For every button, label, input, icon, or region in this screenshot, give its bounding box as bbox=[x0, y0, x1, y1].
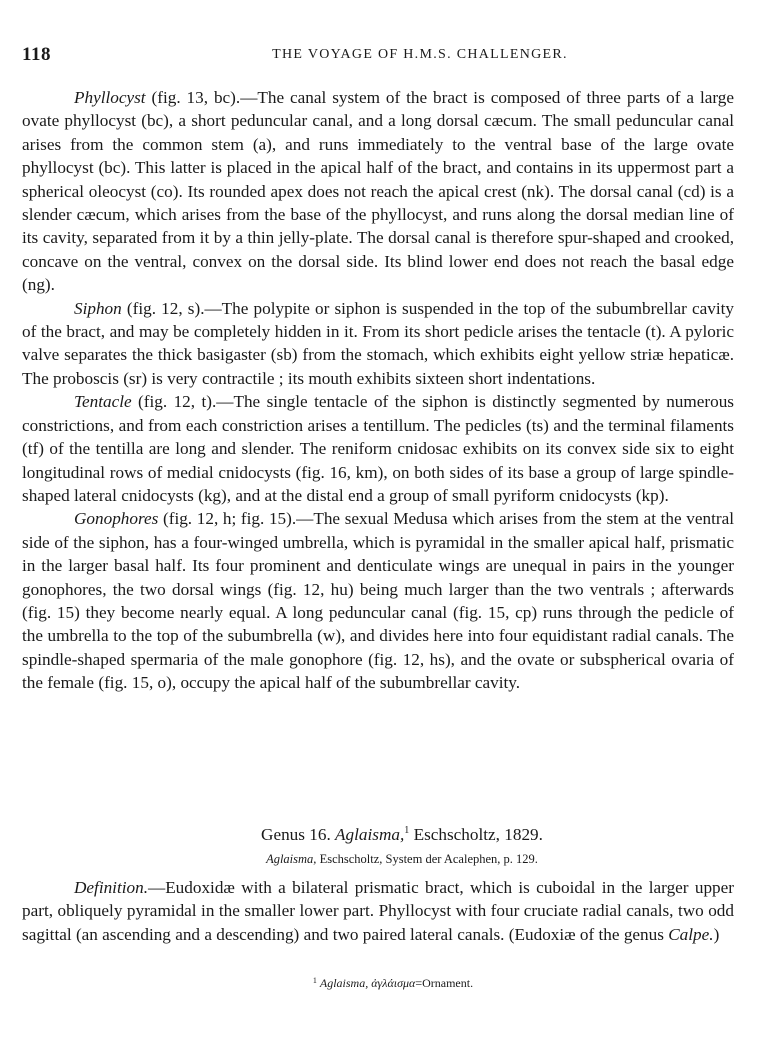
definition-close: ) bbox=[713, 924, 720, 944]
paragraph-gonophores bbox=[22, 507, 734, 694]
page-number: 118 bbox=[22, 44, 51, 65]
citation-name: Aglaisma, bbox=[266, 852, 317, 866]
body-text bbox=[22, 86, 734, 695]
running-head bbox=[22, 44, 758, 68]
footnote-mark: 1 bbox=[312, 976, 317, 985]
footnote-reference[interactable]: 1 bbox=[404, 825, 410, 836]
citation bbox=[22, 851, 734, 867]
paragraph-lead: Gonophores bbox=[74, 509, 159, 529]
paragraph-tentacle bbox=[22, 390, 734, 507]
paragraph-phyllocyst bbox=[22, 86, 734, 297]
footnote-term: Aglaisma, bbox=[319, 976, 369, 990]
definition bbox=[22, 876, 734, 946]
paragraph-lead: Siphon bbox=[74, 298, 122, 318]
paragraph-lead: Phyllocyst bbox=[74, 88, 146, 107]
footnote-greek: ἀγλάισμα bbox=[371, 976, 416, 990]
footnote-gloss: =Ornament. bbox=[415, 976, 474, 990]
running-title: THE VOYAGE OF H.M.S. CHALLENGER. bbox=[272, 47, 568, 62]
definition-text: —Eudoxidæ with a bilateral prismatic bract, which is cuboidal in the larger upper part, obliquely pyramidal in the smaller lower part. Phyllocyst with four cruciate radial canals, two odd sagittal (an ascending and a descending) and two paired lateral canals. (Eudoxiæ of the genus bbox=[22, 878, 734, 944]
genus-authority: Eschscholtz, 1829. bbox=[413, 825, 543, 844]
paragraph-text: (fig. 12, h; fig. 15).—The sexual Medusa which arises from the stem at the ventral side of the siphon, has a four-winged umbrella, which is pyramidal in the smaller apical half, prismatic in the larger basal half. Its four prominent and denticulate wings are unequal in pairs in the younger gonophores, the two dorsal wings (fig. 12, hu) being much larger than the two ventrals ; afterwards (fig. 15) they become nearly equal. A long peduncular canal (fig. 15, cp) runs through the pedicle of the umbrella to the top of the subumbrella (w), and divides here into four equidistant radial canals. The spindle-shaped spermaria of the male gonophore (fig. 12, hs), and the ovate or subspherical ovaria of the female (fig. 15, o), occupy the apical half of the subumbrellar cavity. bbox=[22, 509, 734, 693]
paragraph-lead: Tentacle bbox=[74, 392, 132, 412]
genus-heading bbox=[22, 820, 734, 846]
genus-name: Aglaisma, bbox=[335, 825, 405, 844]
citation-source: Eschscholtz, System der Acalephen, p. 129. bbox=[319, 852, 538, 866]
definition-genus-ref: Calpe. bbox=[668, 924, 714, 944]
paragraph-text: (fig. 12, t).—The single tentacle of the siphon is distinctly segmented by numerous constrictions, and from each constriction arises a tentillum. The pedicles (ts) and the terminal filaments (tf) of the tentilla are long and slender. The reniform cnidosac exhibits on its convex side six to eight longitudinal rows of medial cnidocysts (fig. 16, km), on both sides of its base a group of large spindle-shaped lateral cnidocysts (kg), and at the distal end a group of small pyriform cnidocysts (kp). bbox=[22, 392, 734, 505]
genus-prefix: Genus 16. bbox=[261, 825, 331, 844]
footnote bbox=[22, 973, 734, 991]
paragraph-siphon bbox=[22, 297, 734, 391]
paragraph-text: (fig. 12, s).—The polypite or siphon is suspended in the top of the subumbrellar cavity of the bract, and may be completely hidden in it. From its short pedicle arises the tentacle (t). A pyloric valve separates the thick basigaster (sb) from the stomach, which exhibits eight yellow striæ hepaticæ. The proboscis (sr) is very contractile ; its mouth exhibits sixteen short indentations. bbox=[22, 298, 734, 388]
definition-paragraph bbox=[22, 876, 734, 946]
definition-lead: Definition. bbox=[74, 878, 148, 897]
paragraph-text: (fig. 13, bc).—The canal system of the bract is composed of three parts of a large ovate phyllocyst (bc), a short peduncular canal, and a long dorsal cæcum. The small peduncular canal arises from the common stem (a), and runs immediately to the ventral base of the large ovate phyllocyst (bc). This latter is placed in the apical half of the bract, and contains in its uppermost part a spherical oleocyst (co). Its rounded apex does not reach the apical crest (nk). The dorsal canal (cd) is a slender cæcum, which arises from the base of the phyllocyst, and runs along the dorsal median line of its cavity, separated from it by a thin jelly-plate. The dorsal canal is therefore spur-shaped and crooked, concave on the ventral, convex on the dorsal side. Its blind lower end does not reach the basal edge (ng). bbox=[22, 88, 734, 295]
